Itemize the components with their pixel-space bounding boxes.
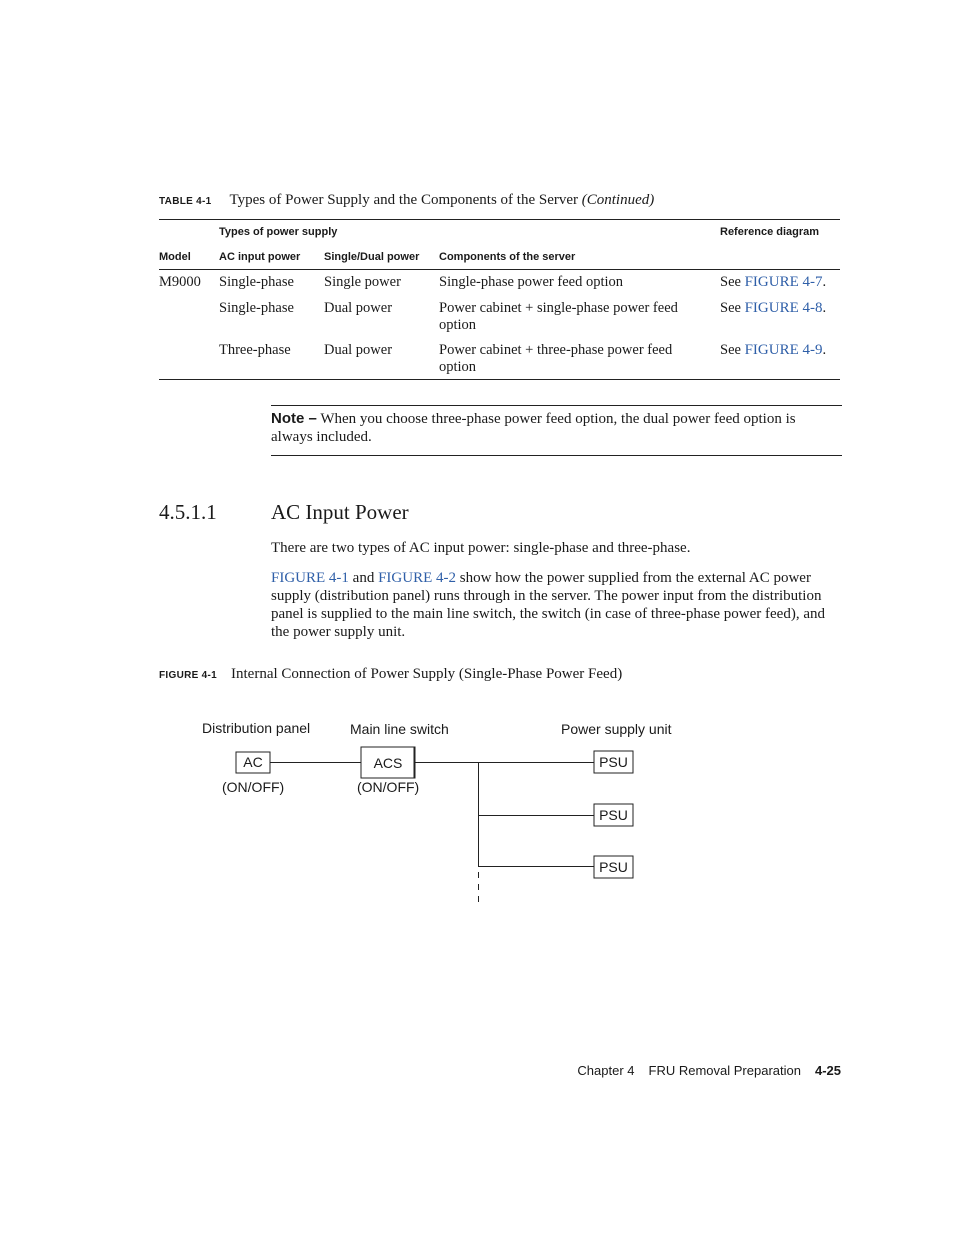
figure-tag: FIGURE 4-1	[159, 670, 218, 681]
cell-single-dual: Single power	[324, 274, 401, 290]
header-components: Components of the server	[439, 251, 576, 263]
cell-components: Single-phase power feed option	[439, 274, 624, 290]
power-supply-unit-label: Power supply unit	[561, 721, 672, 737]
header-single-dual: Single/Dual power	[324, 251, 420, 263]
cell-ac-input: Single-phase	[219, 274, 294, 290]
ref-prefix: See	[720, 274, 745, 290]
para2-text: show how the power supplied from the external AC power supply (distribution panel) runs through in the server. The power input from the distribution panel is supplied to the main line switch, the switch (in case of three-phase power feed), and the power supply unit.	[271, 570, 825, 640]
page-footer	[577, 1063, 841, 1078]
header-group-types: Types of power supply	[219, 226, 338, 238]
footer-title: FRU Removal Preparation	[648, 1063, 801, 1078]
main-line-switch-label: Main line switch	[350, 721, 449, 737]
acs-text: ACS	[373, 755, 403, 771]
acs-state-label: (ON/OFF)	[357, 779, 420, 795]
header-model: Model	[159, 251, 191, 263]
table-tag: TABLE 4-1	[159, 196, 212, 207]
psu-text-3: PSU	[599, 859, 628, 875]
figure-caption-text: Internal Connection of Power Supply (Single-Phase Power Feed)	[231, 666, 623, 682]
ac-text: AC	[243, 754, 263, 770]
ref-suffix: .	[822, 342, 827, 358]
cell-components: Power cabinet + single-phase power feed option	[439, 300, 678, 333]
cell-components: Power cabinet + three-phase power feed option	[439, 342, 673, 375]
cell-single-dual: Dual power	[324, 300, 393, 316]
figure-4-7-link[interactable]: FIGURE 4-7	[744, 274, 823, 290]
cell-model: M9000	[159, 274, 201, 290]
ref-prefix: See	[720, 300, 745, 316]
ref-suffix: .	[822, 300, 827, 316]
ac-state-label: (ON/OFF)	[222, 779, 285, 795]
distribution-panel-label: Distribution panel	[202, 720, 311, 736]
header-ac-input: AC input power	[219, 251, 301, 263]
section-paragraph-1: There are two types of AC input power: single-phase and three-phase.	[271, 540, 691, 556]
footer-chapter: Chapter 4	[577, 1063, 635, 1078]
figure-4-2-link[interactable]: FIGURE 4-2	[378, 570, 457, 586]
para2-and: and	[348, 570, 379, 586]
figure-4-1-link[interactable]: FIGURE 4-1	[271, 570, 349, 586]
header-reference: Reference diagram	[720, 226, 820, 238]
note-text: When you choose three-phase power feed option, the dual power feed option is always included.	[271, 411, 796, 445]
section-title: AC Input Power	[271, 500, 409, 524]
cell-ac-input: Single-phase	[219, 300, 294, 316]
note-label: Note –	[271, 410, 317, 427]
psu-text-2: PSU	[599, 807, 628, 823]
ref-suffix: .	[822, 274, 827, 290]
table-caption-text: Types of Power Supply and the Components of the Server	[229, 192, 579, 208]
psu-text-1: PSU	[599, 754, 628, 770]
table-continued: (Continued)	[581, 192, 655, 208]
cell-single-dual: Dual power	[324, 342, 393, 358]
cell-ac-input: Three-phase	[219, 342, 291, 358]
section-number: 4.5.1.1	[159, 500, 217, 524]
figure-4-9-link[interactable]: FIGURE 4-9	[744, 342, 823, 358]
figure-4-8-link[interactable]: FIGURE 4-8	[744, 300, 823, 316]
ref-prefix: See	[720, 342, 745, 358]
footer-page-number: 4-25	[814, 1063, 841, 1078]
